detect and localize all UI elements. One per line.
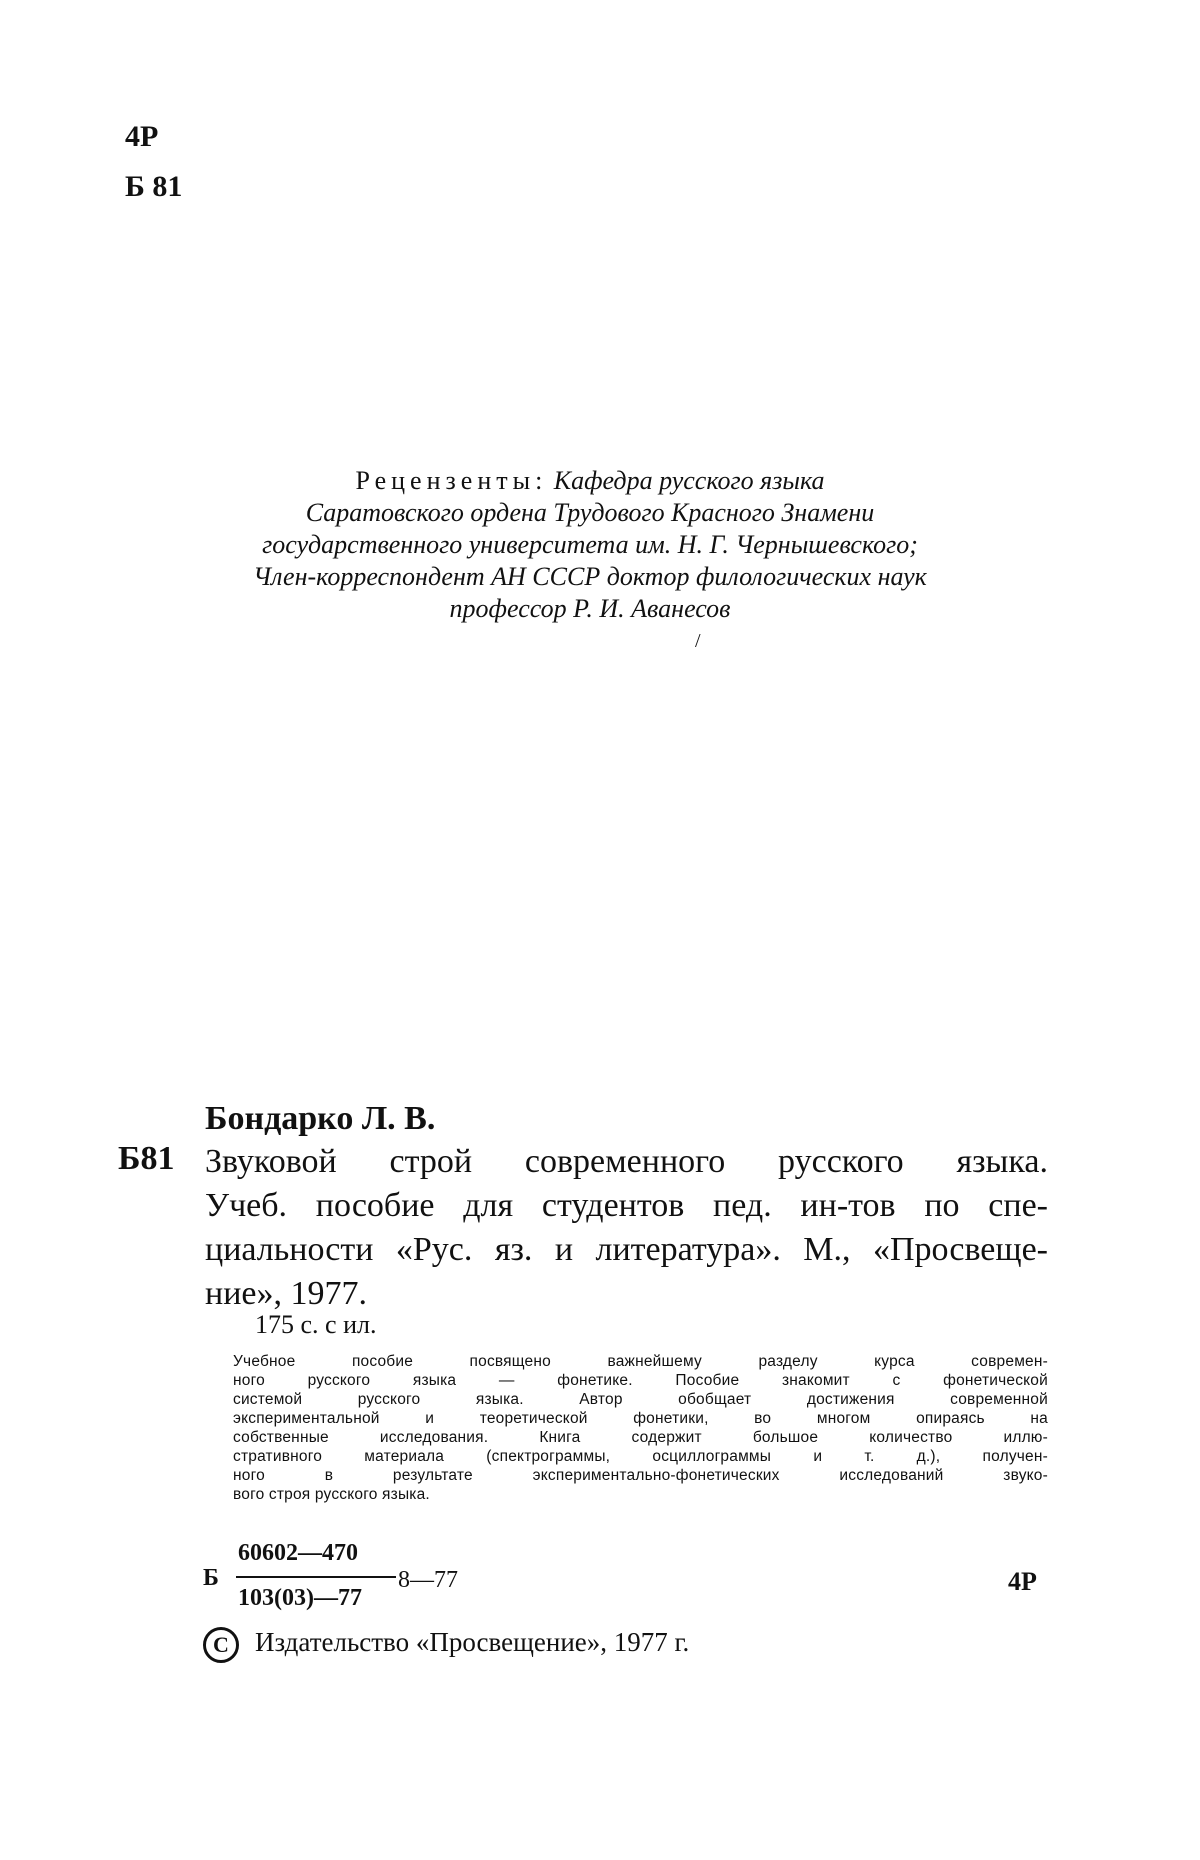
annotation-line-4: экспериментальной и теоретической фонетики, во многом опираясь на bbox=[233, 1410, 1048, 1427]
copyright-icon: C bbox=[203, 1627, 239, 1663]
index-code: 8—77 bbox=[398, 1567, 458, 1593]
entry-line-2: Учеб. пособие для студентов пед. ин-тов по спе- bbox=[205, 1187, 1048, 1224]
index-numerator: 60602—470 bbox=[238, 1540, 358, 1566]
reviewers-block bbox=[150, 465, 1030, 625]
index-denominator: 103(03)—77 bbox=[238, 1585, 362, 1611]
entry-pages: 175 с. с ил. bbox=[255, 1310, 377, 1339]
annotation-line-3: системой русского языка. Автор обобщает достижения современной bbox=[233, 1391, 1048, 1408]
annotation-line-8: вого строя русского языка. bbox=[233, 1486, 430, 1503]
annotation-line-2: ного русского языка — фонетике. Пособие знакомит с фонетической bbox=[233, 1372, 1048, 1389]
entry-author: Бондарко Л. В. bbox=[205, 1100, 436, 1137]
index-fraction-line bbox=[236, 1576, 396, 1578]
reviewers-line-4: Член-корреспондент АН СССР доктор филологических наук bbox=[253, 562, 927, 591]
entry-line-4: ние», 1977. bbox=[205, 1275, 367, 1312]
classification-sigla: Б 81 bbox=[125, 170, 183, 203]
reviewers-line-5: профессор Р. И. Аванесов bbox=[449, 594, 731, 623]
stray-mark: / bbox=[695, 630, 701, 652]
copyright-text: Издательство «Просвещение», 1977 г. bbox=[255, 1627, 690, 1657]
reviewers-line-3: государственного университета им. Н. Г. Чернышевского; bbox=[262, 530, 918, 559]
annotation-block bbox=[233, 1352, 1048, 1504]
reviewers-line-1 bbox=[150, 465, 1030, 497]
index-letter: Б bbox=[203, 1565, 219, 1591]
annotation-line-7: ного в результате экспериментально-фонетических исследований звуко- bbox=[233, 1467, 1048, 1484]
entry-sigla: Б81 bbox=[118, 1140, 175, 1177]
annotation-line-1: Учебное пособие посвящено важнейшему разделу курса современ- bbox=[233, 1353, 1048, 1370]
index-right-code: 4Р bbox=[1008, 1567, 1037, 1596]
entry-line-3: циальности «Рус. яз. и литература». М., «Просвеще- bbox=[205, 1231, 1048, 1268]
reviewers-line-1-text: Кафедра русского языка bbox=[553, 466, 825, 495]
reviewers-line-2: Саратовского ордена Трудового Красного Знамени bbox=[305, 498, 875, 527]
entry-description bbox=[205, 1140, 1048, 1316]
classification-code: 4Р bbox=[125, 120, 159, 153]
entry-line-1: Звуковой строй современного русского языка. bbox=[205, 1143, 1048, 1180]
annotation-line-6: стративного материала (спектрограммы, осциллограммы и т. д.), получен- bbox=[233, 1448, 1048, 1465]
annotation-line-5: собственные исследования. Книга содержит большое количество иллю- bbox=[233, 1429, 1048, 1446]
reviewers-label: Рецензенты: bbox=[355, 466, 548, 495]
